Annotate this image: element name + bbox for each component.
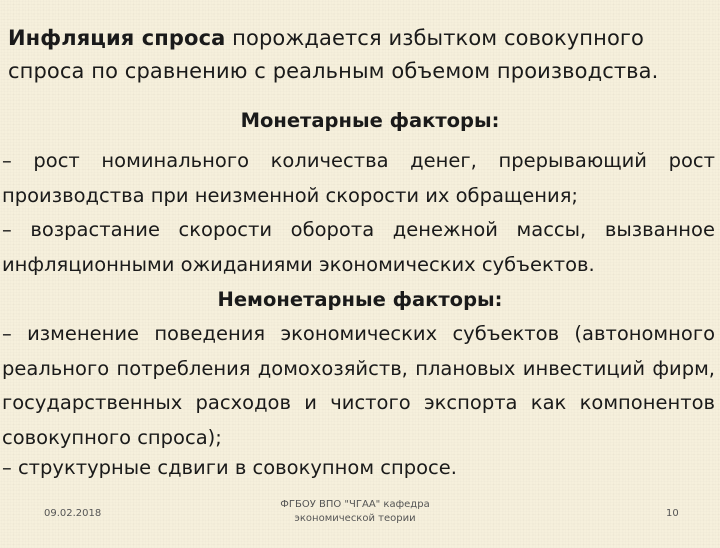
footer-date: 09.02.2018: [44, 508, 102, 519]
monetary-factor-item: – возрастание скорости оборота денежной массы, вызванное инфляционными ожиданиями экономических субъектов.: [2, 218, 715, 276]
monetary-factors-heading: Монетарные факторы:: [240, 109, 500, 132]
monetary-factor-item: – рост номинального количества денег, прерывающий рост производства при неизменной скорости их обращения;: [2, 149, 715, 207]
nonmonetary-factors-heading: Немонетарные факторы:: [217, 288, 503, 311]
footer-organization: ФГБОУ ВПО "ЧГАА" кафедра экономической теории: [280, 499, 430, 524]
intro-text: порождается избытком совокупного спроса по сравнению с реальным объемом производства.: [8, 26, 659, 83]
intro-term: Инфляция спроса: [8, 26, 226, 50]
intro-paragraph: [8, 22, 708, 88]
footer-page-number: 10: [666, 508, 679, 519]
nonmonetary-factor-item: – структурные сдвиги в совокупном спросе.: [2, 456, 457, 479]
nonmonetary-factor-item: – изменение поведения экономических субъектов (автономного реального потребления домохозяйств, плановых инвестиций фирм, государственных расходов и чистого экспорта как компонентов совокупного спроса);: [2, 322, 715, 449]
